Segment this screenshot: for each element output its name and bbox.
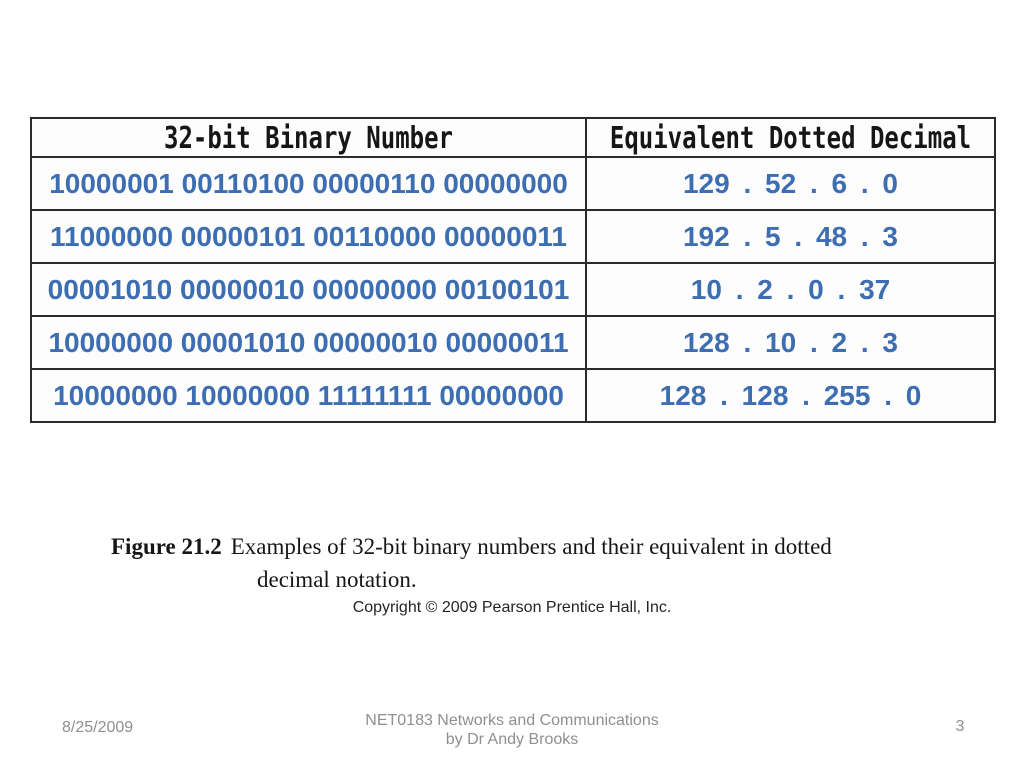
- decimal-value: 192 . 5 . 48 . 3: [586, 210, 995, 263]
- binary-value: 10000000 00001010 00000010 00000011: [31, 316, 586, 369]
- page-number: 3: [955, 718, 965, 735]
- table-row: [31, 369, 995, 422]
- table-row: [31, 157, 995, 210]
- footer-course-title: [0, 711, 1024, 749]
- column-header-binary-label: 32-bit Binary Number: [164, 120, 453, 155]
- footer-course-line1: NET0183 Networks and Communications: [365, 712, 659, 729]
- decimal-value: 128 . 128 . 255 . 0: [586, 369, 995, 422]
- table-header-row: [31, 118, 995, 157]
- copyright-notice: Copyright © 2009 Pearson Prentice Hall, Inc.: [352, 599, 672, 616]
- decimal-value: 128 . 10 . 2 . 3: [586, 316, 995, 369]
- figure-caption-line1: [111, 534, 832, 560]
- figure-caption-label: Figure 21.2: [111, 534, 222, 559]
- binary-value: 10000001 00110100 00000110 00000000: [31, 157, 586, 210]
- binary-value: 10000000 10000000 11111111 00000000: [31, 369, 586, 422]
- table-row: [31, 316, 995, 369]
- column-header-binary: [31, 118, 586, 157]
- binary-value: 11000000 00000101 00110000 00000011: [31, 210, 586, 263]
- binary-decimal-table: [30, 117, 996, 423]
- footer-course-line2: by Dr Andy Brooks: [445, 731, 579, 748]
- table-row: [31, 210, 995, 263]
- column-header-decimal-label: Equivalent Dotted Decimal: [609, 120, 972, 155]
- binary-value: 00001010 00000010 00000000 00100101: [31, 263, 586, 316]
- footer-date: 8/25/2009: [62, 719, 134, 736]
- decimal-value: 129 . 52 . 6 . 0: [586, 157, 995, 210]
- figure-caption-line2: decimal notation.: [257, 567, 417, 592]
- column-header-decimal: [586, 118, 995, 157]
- decimal-value: 10 . 2 . 0 . 37: [586, 263, 995, 316]
- table-row: [31, 263, 995, 316]
- figure-caption-text: Examples of 32-bit binary numbers and their equivalent in dotted: [230, 534, 832, 559]
